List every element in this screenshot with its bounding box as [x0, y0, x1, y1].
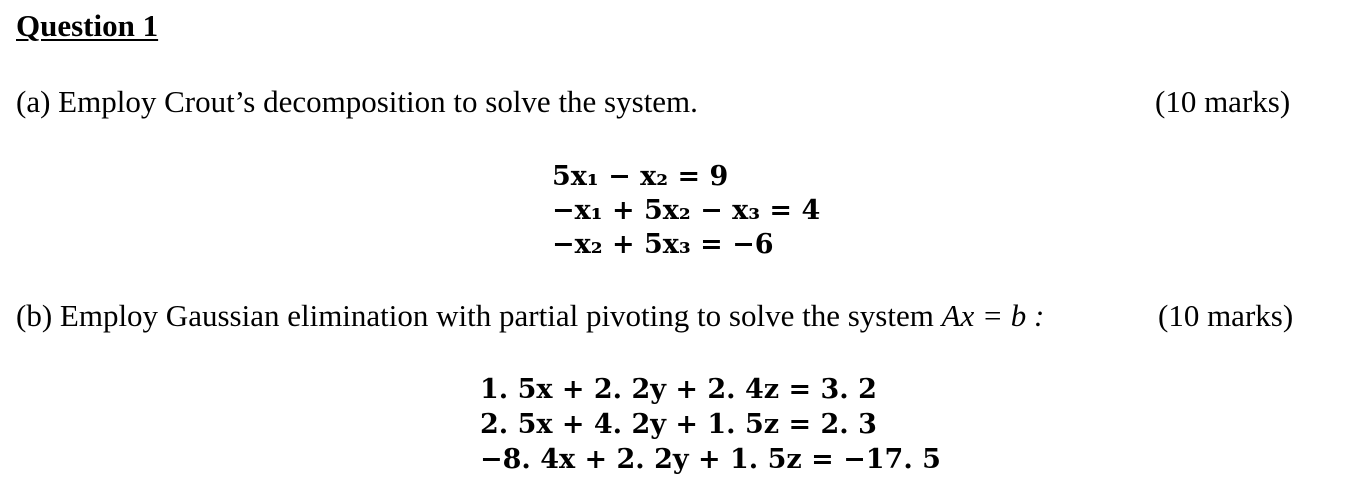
part-b-question-text: (b) Employ Gaussian elimination with partial pivoting to solve the system	[16, 298, 934, 333]
part-a-equation-2: −x₁ + 5x₂ − x₃ = 4	[552, 195, 821, 226]
part-a-equation-1: 5x₁ − x₂ = 9	[552, 161, 729, 192]
part-a-equation-system	[552, 160, 820, 262]
part-b-marks: (10 marks)	[1158, 298, 1294, 333]
part-a-question: (a) Employ Crout’s decomposition to solve the system.	[16, 84, 698, 119]
part-a-marks: (10 marks)	[1155, 84, 1291, 119]
part-b-question-math: Ax = b :	[941, 298, 1045, 333]
part-b-question	[16, 298, 1044, 334]
part-b-equation-1: 1. 5x + 2. 2y + 2. 4z = 3. 2	[480, 374, 877, 405]
part-b-equation-2: 2. 5x + 4. 2y + 1. 5z = 2. 3	[480, 409, 877, 440]
part-b-equation-3: −8. 4x + 2. 2y + 1. 5z = −17. 5	[480, 444, 941, 475]
part-b-equation-system	[480, 372, 941, 477]
part-a-equation-3: −x₂ + 5x₃ = −6	[552, 229, 774, 260]
question-heading: Question 1	[16, 8, 159, 43]
